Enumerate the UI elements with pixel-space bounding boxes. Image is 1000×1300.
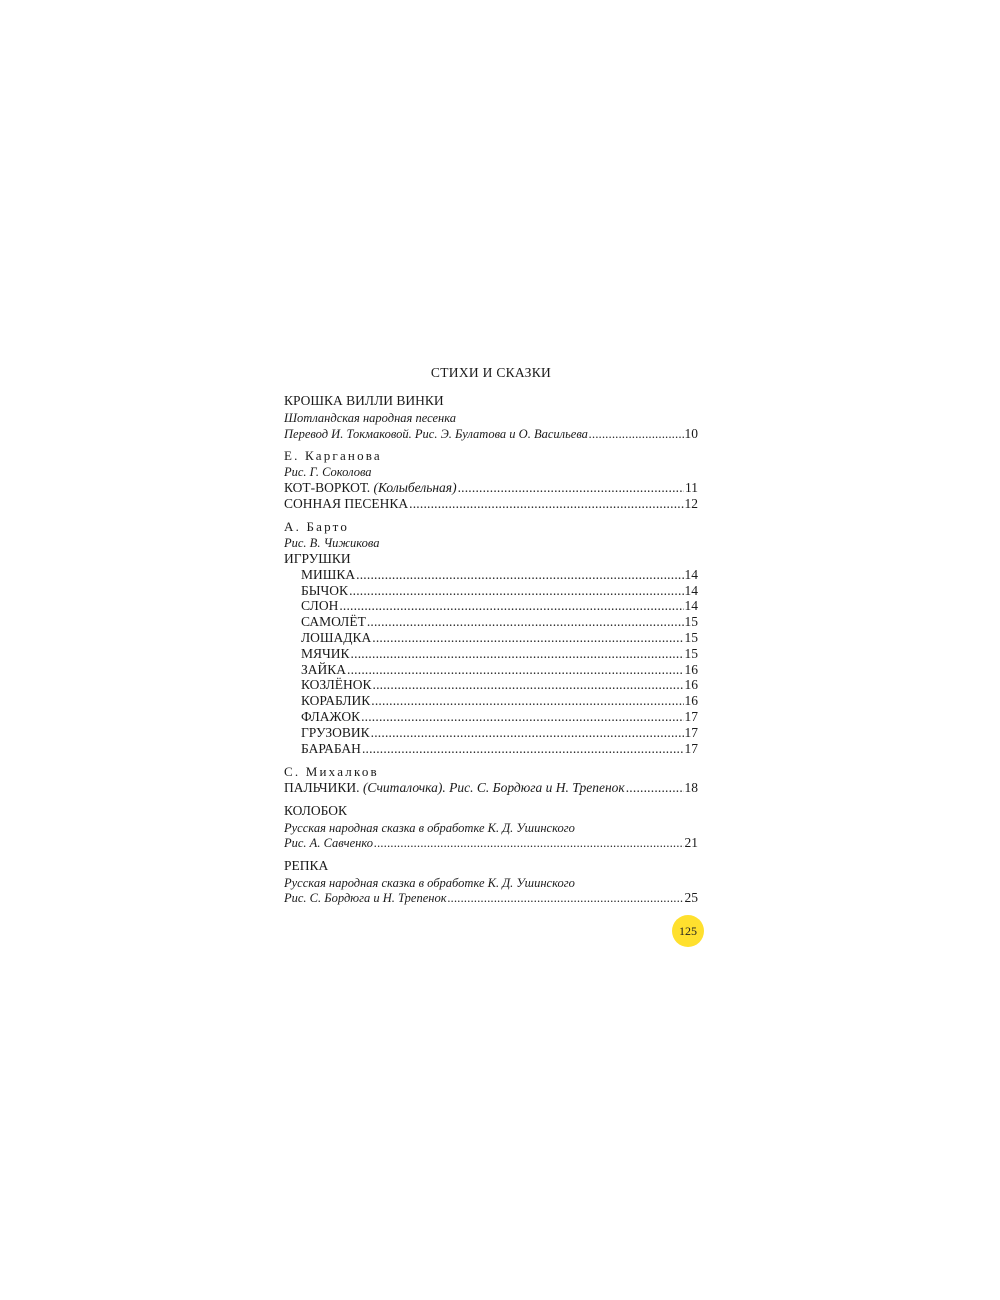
page-ref: 15 bbox=[684, 614, 698, 629]
entry-title: ФЛАЖОК bbox=[301, 709, 361, 724]
author-name: А. Барто bbox=[284, 519, 350, 534]
toc-entry bbox=[301, 741, 698, 757]
page-number-badge: 125 bbox=[672, 915, 704, 947]
dot-leader bbox=[374, 835, 683, 851]
entry-text: Рис. А. Савченко bbox=[284, 836, 374, 850]
dot-leader bbox=[362, 741, 684, 757]
section-title: КОЛОБОК bbox=[284, 803, 348, 818]
dot-leader bbox=[373, 677, 684, 693]
dot-leader bbox=[347, 662, 683, 678]
dot-leader bbox=[589, 426, 684, 442]
dot-leader bbox=[458, 480, 684, 496]
dot-leader bbox=[409, 496, 683, 512]
dot-leader bbox=[356, 567, 683, 583]
toc-entry bbox=[301, 630, 698, 646]
page-ref: 17 bbox=[684, 709, 698, 724]
page-ref: 25 bbox=[684, 890, 698, 905]
dot-leader bbox=[372, 630, 683, 646]
entry-title: КОРАБЛИК bbox=[301, 693, 371, 708]
entry-title: СЛОН bbox=[301, 598, 339, 613]
page-ref: 16 bbox=[684, 662, 698, 677]
page-ref: 10 bbox=[684, 426, 698, 441]
toc-entry bbox=[301, 693, 698, 709]
entry-title: СОННАЯ ПЕСЕНКА bbox=[284, 496, 409, 511]
page-ref: 14 bbox=[684, 583, 698, 598]
entry-title: ПАЛЬЧИКИ. bbox=[284, 780, 360, 795]
entry-title: МИШКА bbox=[301, 567, 356, 582]
entry-title: САМОЛЁТ bbox=[301, 614, 366, 629]
entry-note: (Считалочка). Рис. С. Бордюга и Н. Трепенок bbox=[362, 780, 625, 795]
illustrator: Рис. Г. Соколова bbox=[284, 465, 372, 479]
section-title: РЕПКА bbox=[284, 858, 329, 873]
toc-entry bbox=[284, 890, 698, 906]
dot-leader bbox=[339, 598, 683, 614]
entry-title: БЫЧОК bbox=[301, 583, 349, 598]
dot-leader bbox=[361, 709, 683, 725]
dot-leader bbox=[351, 646, 684, 662]
toc-entry bbox=[301, 583, 698, 599]
page-ref: 17 bbox=[684, 725, 698, 740]
toc-entry bbox=[301, 677, 698, 693]
section-subtitle: Русская народная сказка в обработке К. Д. Ушинского bbox=[284, 876, 575, 890]
page-ref: 21 bbox=[684, 835, 698, 850]
toc-heading: СТИХИ И СКАЗКИ bbox=[430, 365, 552, 380]
toc-entry bbox=[301, 725, 698, 741]
author-name: Е. Карганова bbox=[284, 448, 382, 463]
toc-entry bbox=[284, 496, 698, 512]
entry-title: ЛОШАДКА bbox=[301, 630, 372, 645]
entry-text bbox=[284, 480, 457, 496]
dot-leader bbox=[626, 780, 684, 796]
toc-entry bbox=[284, 835, 698, 851]
section-title: КРОШКА ВИЛЛИ ВИНКИ bbox=[284, 393, 444, 408]
page-ref: 14 bbox=[684, 598, 698, 613]
dot-leader bbox=[371, 725, 684, 741]
entry-note: (Колыбельная) bbox=[373, 480, 457, 495]
entry-title: ГРУЗОВИК bbox=[301, 725, 370, 740]
toc-entry bbox=[301, 646, 698, 662]
page-ref: 16 bbox=[684, 677, 698, 692]
entry-title: КОЗЛЁНОК bbox=[301, 677, 372, 692]
toc-entry bbox=[301, 662, 698, 678]
page-ref: 17 bbox=[684, 741, 698, 756]
entry-title: КОТ-ВОРКОТ. bbox=[284, 480, 371, 495]
dot-leader bbox=[448, 890, 684, 906]
cycle-title: ИГРУШКИ bbox=[284, 551, 351, 566]
dot-leader bbox=[371, 693, 683, 709]
page-ref: 16 bbox=[684, 693, 698, 708]
page-ref: 18 bbox=[684, 780, 698, 795]
page-ref: 14 bbox=[684, 567, 698, 582]
page-ref: 15 bbox=[684, 646, 698, 661]
page-ref: 12 bbox=[684, 496, 698, 511]
toc-entry bbox=[284, 780, 698, 796]
toc-entry bbox=[301, 567, 698, 583]
dot-leader bbox=[367, 614, 684, 630]
entry-title: ЗАЙКА bbox=[301, 662, 347, 677]
entry-title: МЯЧИК bbox=[301, 646, 350, 661]
toc-entry bbox=[284, 480, 698, 496]
page-ref: 15 bbox=[684, 630, 698, 645]
illustrator: Рис. В. Чижикова bbox=[284, 536, 380, 550]
section-subtitle: Шотландская народная песенка bbox=[284, 411, 457, 425]
toc-entry bbox=[284, 426, 698, 442]
toc-entry bbox=[301, 614, 698, 630]
entry-text: Рис. С. Бордюга и Н. Трепенок bbox=[284, 891, 447, 905]
toc-entry bbox=[301, 709, 698, 725]
section-subtitle: Русская народная сказка в обработке К. Д. Ушинского bbox=[284, 821, 575, 835]
toc-entry bbox=[301, 598, 698, 614]
author-name: С. Михалков bbox=[284, 764, 379, 779]
entry-text bbox=[284, 780, 625, 796]
page-ref: 11 bbox=[685, 480, 698, 495]
dot-leader bbox=[349, 583, 683, 599]
entry-title: БАРАБАН bbox=[301, 741, 361, 756]
entry-text: Перевод И. Токмаковой. Рис. Э. Булатова и О. Васильева bbox=[284, 427, 588, 441]
